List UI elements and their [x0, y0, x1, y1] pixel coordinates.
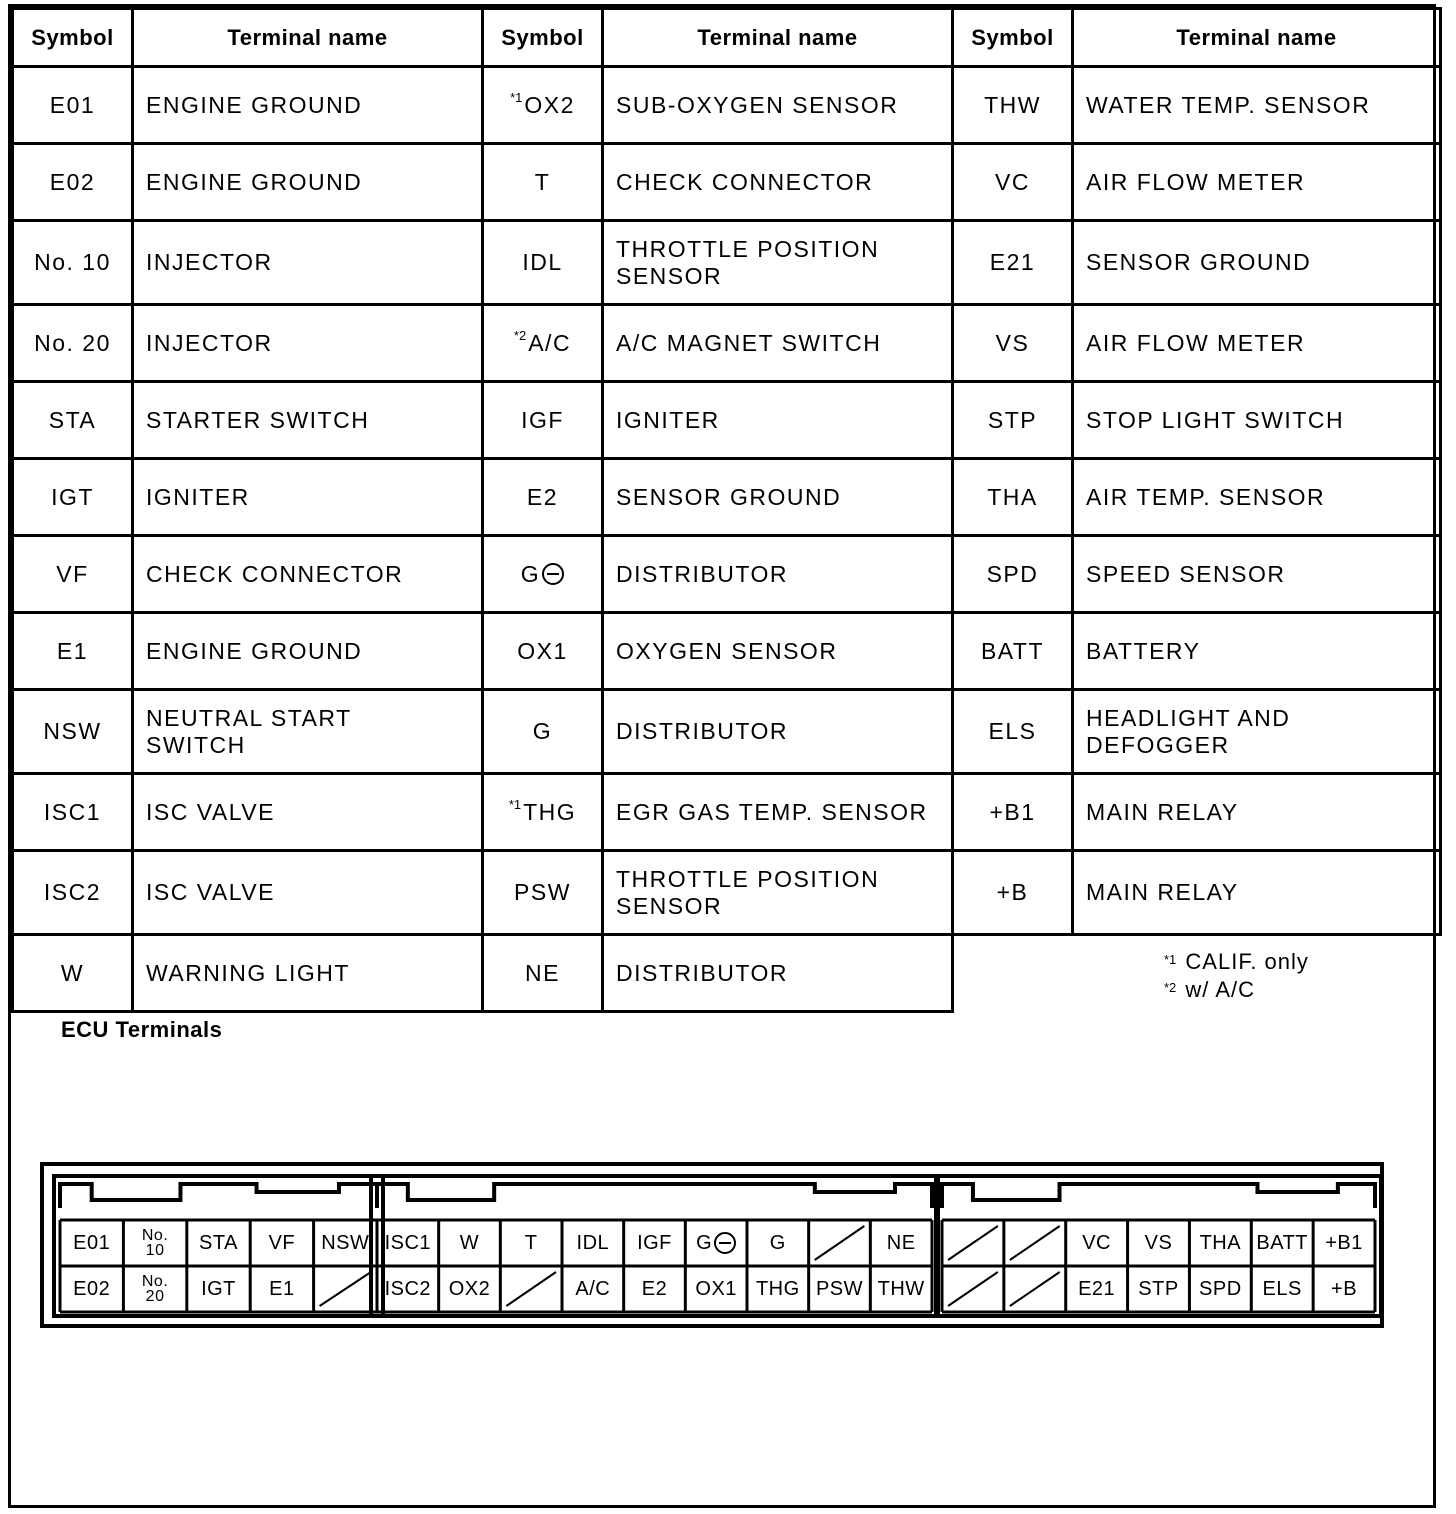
terminal-name-cell: ISC VALVE: [133, 774, 483, 851]
symbol-cell: [483, 536, 603, 613]
footnote-mark: *2: [513, 327, 527, 343]
terminal-name-cell: AIR TEMP. SENSOR: [1073, 459, 1441, 536]
symbol-cell: VS: [953, 305, 1073, 382]
terminal-name-cell: INJECTOR: [133, 221, 483, 305]
terminal-name-cell: INJECTOR: [133, 305, 483, 382]
footnote-text: CALIF. only: [1185, 949, 1309, 974]
terminal-name-cell: WATER TEMP. SENSOR: [1073, 67, 1441, 144]
name-line: HEADLIGHT AND: [1086, 704, 1291, 731]
symbol-text: A/C: [528, 329, 572, 356]
connector-pin: STA: [199, 1231, 238, 1254]
terminal-name-cell: [133, 690, 483, 774]
connector-pin: G: [769, 1231, 786, 1254]
terminal-name-cell: CHECK CONNECTOR: [133, 536, 483, 613]
table-row: [13, 851, 1441, 935]
symbol-cell: IDL: [483, 221, 603, 305]
connector-pin: E2: [641, 1277, 668, 1300]
symbol-cell: ISC2: [13, 851, 133, 935]
minus-circle-icon: [714, 1232, 736, 1254]
terminal-name-cell: DISTRIBUTOR: [603, 536, 953, 613]
symbol-cell: No. 20: [13, 305, 133, 382]
connector-pin: VF: [268, 1231, 296, 1254]
connector-pin: ELS: [1262, 1277, 1302, 1300]
connector-pin: No. 10: [141, 1227, 169, 1259]
symbol-text: THG: [523, 798, 577, 825]
terminal-name-cell: [603, 221, 953, 305]
symbol-cell: ISC1: [13, 774, 133, 851]
terminal-name-cell: STOP LIGHT SWITCH: [1073, 382, 1441, 459]
connector-key: [942, 1184, 1375, 1208]
header-terminal-name: Terminal name: [133, 9, 483, 67]
connector-pin: +B: [1331, 1277, 1358, 1300]
terminal-name-cell: A/C MAGNET SWITCH: [603, 305, 953, 382]
connector-pin: IDL: [576, 1231, 610, 1254]
symbol-cell: IGT: [13, 459, 133, 536]
symbol-cell: W: [13, 935, 133, 1012]
connector-pin: THG: [755, 1277, 800, 1300]
symbol-cell: NSW: [13, 690, 133, 774]
header-symbol: Symbol: [13, 9, 133, 67]
terminal-name-cell: ENGINE GROUND: [133, 613, 483, 690]
connector-pin: IGF: [637, 1231, 672, 1254]
terminal-name-cell: BATTERY: [1073, 613, 1441, 690]
symbol-cell: PSW: [483, 851, 603, 935]
terminal-name-cell: EGR GAS TEMP. SENSOR: [603, 774, 953, 851]
empty-slot-slash: [948, 1272, 998, 1306]
terminal-name-cell: [603, 851, 953, 935]
connector-pin: E02: [73, 1277, 111, 1300]
terminal-table: [11, 7, 1442, 1013]
terminal-name-cell: DISTRIBUTOR: [603, 935, 953, 1012]
header-symbol: Symbol: [483, 9, 603, 67]
empty-slot-slash: [506, 1272, 556, 1306]
symbol-cell: No. 10: [13, 221, 133, 305]
name-line: SENSOR: [616, 262, 723, 289]
connector-pin: PSW: [815, 1277, 864, 1300]
symbol-cell: VF: [13, 536, 133, 613]
connector-pin: ISC2: [384, 1277, 432, 1300]
connector-pin: VC: [1082, 1231, 1112, 1254]
symbol-cell: SPD: [953, 536, 1073, 613]
symbol-cell: G: [483, 690, 603, 774]
terminal-name-cell: SUB-OXYGEN SENSOR: [603, 67, 953, 144]
symbol-cell: E2: [483, 459, 603, 536]
connector-pin: ISC1: [384, 1231, 432, 1254]
symbol-cell: E01: [13, 67, 133, 144]
connector-pin: E21: [1078, 1277, 1116, 1300]
connector-pin: A/C: [575, 1277, 611, 1300]
terminal-name-cell: AIR FLOW METER: [1073, 305, 1441, 382]
terminal-name-cell: OXYGEN SENSOR: [603, 613, 953, 690]
footnote: [1164, 948, 1441, 976]
empty-slot-slash: [1010, 1226, 1060, 1260]
symbol-text: G: [520, 560, 541, 587]
terminal-name-cell: STARTER SWITCH: [133, 382, 483, 459]
connector-pin: IGT: [201, 1277, 236, 1300]
table-row: [13, 67, 1441, 144]
symbol-cell: [483, 67, 603, 144]
terminal-name-cell: SENSOR GROUND: [603, 459, 953, 536]
table-row: [13, 613, 1441, 690]
terminal-name-cell: ENGINE GROUND: [133, 144, 483, 221]
connector-pin: E1: [269, 1277, 295, 1300]
symbol-text: OX2: [524, 91, 575, 118]
connector-pin: T: [524, 1231, 538, 1254]
terminal-name-cell: CHECK CONNECTOR: [603, 144, 953, 221]
ecu-connector: [40, 1162, 1384, 1328]
symbol-cell: E02: [13, 144, 133, 221]
symbol-cell: THA: [953, 459, 1073, 536]
header-terminal-name: Terminal name: [1073, 9, 1441, 67]
terminal-name-cell: IGNITER: [133, 459, 483, 536]
connector-pin: SPD: [1199, 1277, 1242, 1300]
terminal-name-cell: MAIN RELAY: [1073, 774, 1441, 851]
symbol-cell: +B1: [953, 774, 1073, 851]
connector-pin: STP: [1138, 1277, 1179, 1300]
connector-pin: NE: [886, 1231, 916, 1254]
connector-pin: No. 20: [141, 1273, 169, 1305]
symbol-cell: +B: [953, 851, 1073, 935]
header-terminal-name: Terminal name: [603, 9, 953, 67]
symbol-cell: T: [483, 144, 603, 221]
terminal-name-cell: WARNING LIGHT: [133, 935, 483, 1012]
connector-pin: OX1: [695, 1277, 737, 1300]
connector-pin: W: [459, 1231, 480, 1254]
terminal-name-cell: [1073, 690, 1441, 774]
symbol-cell: THW: [953, 67, 1073, 144]
terminal-name-cell: DISTRIBUTOR: [603, 690, 953, 774]
connector-pin: E01: [73, 1231, 111, 1254]
name-line: SWITCH: [146, 731, 246, 758]
footnote-mark: *1: [508, 796, 522, 812]
symbol-cell: [483, 305, 603, 382]
table-row: [13, 459, 1441, 536]
name-line: THROTTLE POSITION: [616, 235, 880, 262]
footnote-mark: *1: [510, 89, 523, 105]
connector-pin: BATT: [1256, 1231, 1309, 1254]
table-row: [13, 221, 1441, 305]
symbol-cell: IGF: [483, 382, 603, 459]
name-line: DEFOGGER: [1086, 731, 1230, 758]
empty-slot-slash: [320, 1272, 371, 1306]
terminal-name-cell: ENGINE GROUND: [133, 67, 483, 144]
table-row: [13, 536, 1441, 613]
table-header-row: [13, 9, 1441, 67]
empty-slot-slash: [815, 1226, 865, 1260]
connector-pin: +B1: [1325, 1231, 1363, 1254]
header-symbol: Symbol: [953, 9, 1073, 67]
symbol-cell: STP: [953, 382, 1073, 459]
connector-key: [377, 1184, 932, 1208]
ecu-terminals-title: ECU Terminals: [61, 1017, 223, 1042]
symbol-cell: STA: [13, 382, 133, 459]
footnote-mark: *1: [1164, 952, 1177, 967]
terminal-name-cell: MAIN RELAY: [1073, 851, 1441, 935]
connector-pin: G: [685, 1220, 747, 1266]
empty-slot-slash: [1010, 1272, 1060, 1306]
connector-pin: VS: [1144, 1231, 1173, 1254]
footnote-mark: *2: [1164, 980, 1177, 995]
terminal-name-cell: SPEED SENSOR: [1073, 536, 1441, 613]
table-row: [13, 935, 1441, 1012]
footnote: [1164, 976, 1441, 1004]
symbol-cell: OX1: [483, 613, 603, 690]
name-line: NEUTRAL START: [146, 704, 352, 731]
connector-pin: THA: [1199, 1231, 1242, 1254]
table-row: [13, 144, 1441, 221]
footnote-text: w/ A/C: [1185, 977, 1255, 1002]
table-row: [13, 305, 1441, 382]
symbol-cell: NE: [483, 935, 603, 1012]
symbol-cell: BATT: [953, 613, 1073, 690]
terminal-name-cell: SENSOR GROUND: [1073, 221, 1441, 305]
empty-slot-slash: [948, 1226, 998, 1260]
table-row: [13, 382, 1441, 459]
connector-pin: NSW: [321, 1231, 370, 1254]
table-row: [13, 690, 1441, 774]
symbol-cell: VC: [953, 144, 1073, 221]
table-row: [13, 774, 1441, 851]
terminal-name-cell: IGNITER: [603, 382, 953, 459]
connector-key: [60, 1184, 377, 1208]
name-line: THROTTLE POSITION: [616, 865, 880, 892]
symbol-cell: [483, 774, 603, 851]
symbol-cell: E21: [953, 221, 1073, 305]
name-line: SENSOR: [616, 892, 723, 919]
minus-circle-icon: [542, 563, 564, 585]
terminal-name-cell: AIR FLOW METER: [1073, 144, 1441, 221]
terminal-name-cell: ISC VALVE: [133, 851, 483, 935]
symbol-cell: ELS: [953, 690, 1073, 774]
connector-pin: OX2: [448, 1277, 491, 1300]
footnotes: [953, 935, 1441, 1012]
symbol-cell: E1: [13, 613, 133, 690]
connector-pin: THW: [877, 1277, 925, 1300]
